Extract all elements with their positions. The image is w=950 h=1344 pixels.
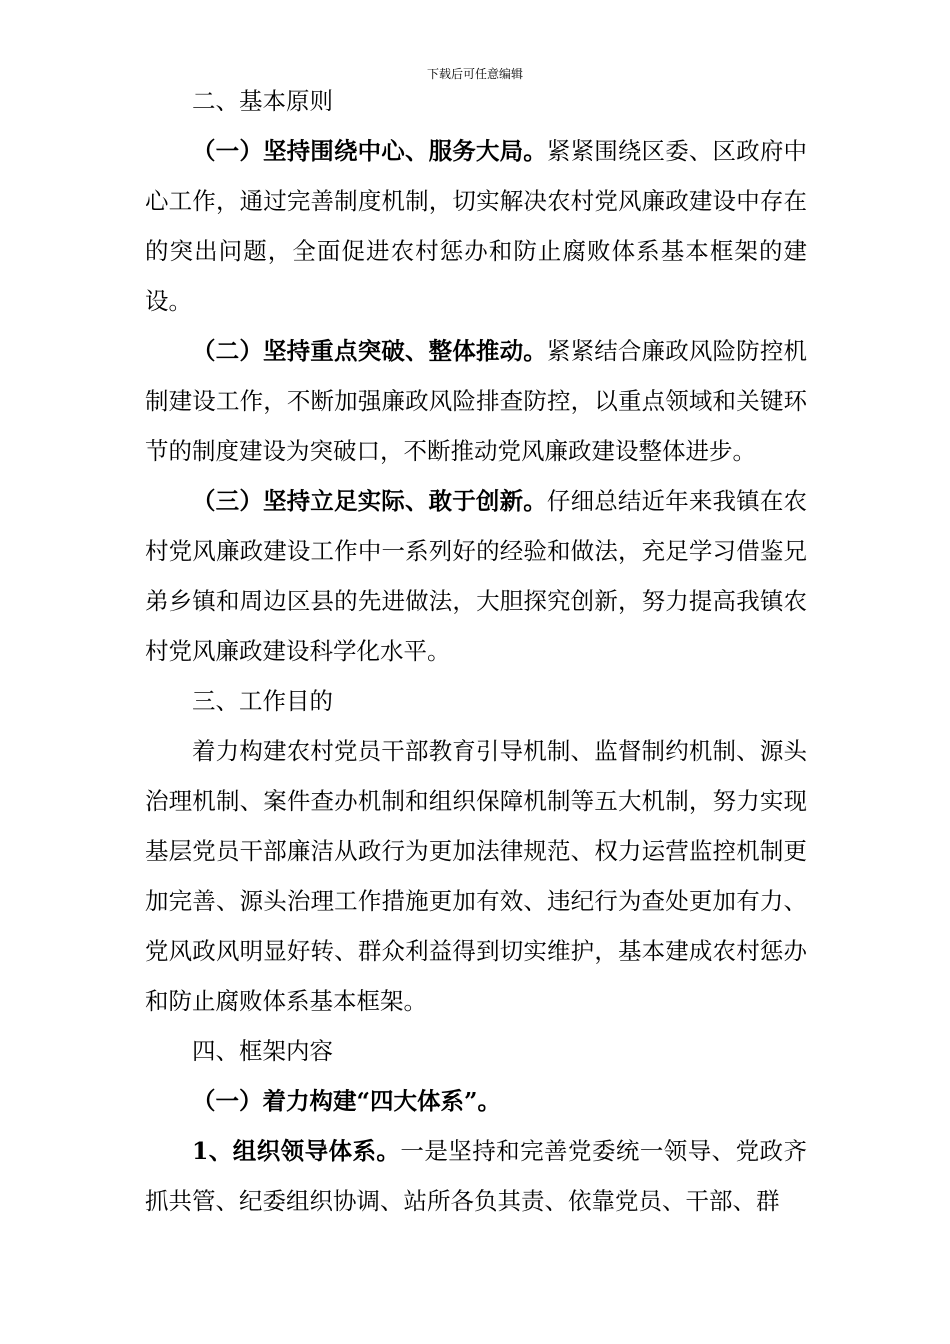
header-note: 下载后可任意编辑 — [426, 67, 523, 81]
paragraph-text: 一是坚持和完善党委统一领导、党政齐抓共管、纪委组织协调、站所各负其责、依靠党员、干部、群 — [145, 1137, 808, 1215]
paragraph-text: 紧紧围绕区委、区政府中心工作，通过完善制度机制，切实解决农村党风廉政建设中存在的突出问题，全面促进农村惩办和防止腐败体系基本框架的建设。 — [145, 137, 808, 315]
paragraph-lead: （一）着力构建“四大体系”。 — [192, 1087, 502, 1115]
paragraph-text: 四、框架内容 — [192, 1037, 333, 1065]
paragraph-principle-1 — [145, 126, 807, 326]
paragraph-lead: （三）坚持立足实际、敢于创新。 — [192, 487, 547, 515]
paragraph-principle-2 — [145, 326, 807, 476]
paragraph-leadership-system — [145, 1126, 807, 1226]
paragraph-lead: （二）坚持重点突破、整体推动。 — [192, 337, 547, 365]
subheading-four-systems — [145, 1076, 807, 1126]
document-body — [145, 76, 807, 1226]
section-heading-goals — [145, 676, 807, 726]
paragraph-text: 着力构建农村党员干部教育引导机制、监督制约机制、源头治理机制、案件查办机制和组织保障机制等五大机制，努力实现基层党员干部廉洁从政行为更加法律规范、权力运营监控机制更加完善、源头治理工作措施更加有效、违纪行为查处更加有力、党风政风明显好转、群众利益得到切实维护，基本建成农村惩办和防止腐败体系基本框架。 — [145, 737, 807, 1015]
paragraph-lead: 1、组织领导体系。 — [192, 1137, 401, 1165]
paragraph-text: 二、基本原则 — [192, 87, 333, 115]
paragraph-text: 三、工作目的 — [192, 687, 333, 715]
section-heading-framework — [145, 1026, 807, 1076]
paragraph-goals — [145, 726, 807, 1026]
paragraph-text: 紧紧结合廉政风险防控机制建设工作，不断加强廉政风险排查防控，以重点领域和关键环节的制度建设为突破口，不断推动党风廉政建设整体进步。 — [145, 337, 808, 465]
paragraph-text: 仔细总结近年来我镇在农村党风廉政建设工作中一系列好的经验和做法，充足学习借鉴兄弟乡镇和周边区县的先进做法，大胆探究创新，努力提高我镇农村党风廉政建设科学化水平。 — [145, 487, 808, 665]
paragraph-principle-3 — [145, 476, 807, 676]
paragraph-lead: （一）坚持围绕中心、服务大局。 — [192, 137, 547, 165]
section-heading-principles — [145, 76, 807, 126]
